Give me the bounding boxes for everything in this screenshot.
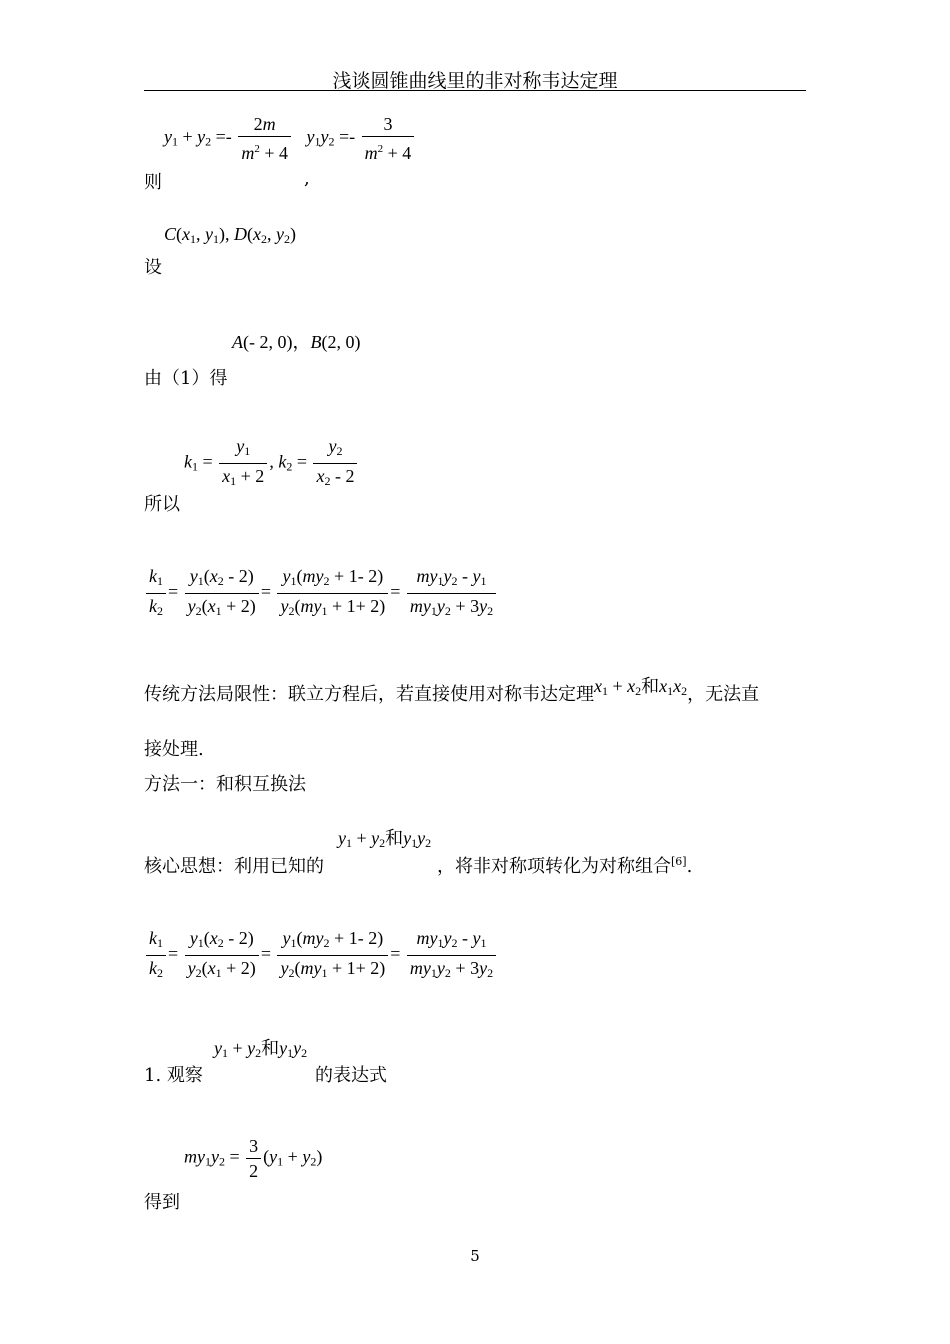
text-comma: , <box>304 168 310 189</box>
heading-method-1: 方法一：和积互换法 <box>144 774 306 795</box>
core-idea-rest: ，将非对称项转化为对称组合 <box>437 856 671 877</box>
formula-result: $my_1y_2$ = $\frac{3}{2}$ $(y_1 + y_2)$ <box>184 1136 323 1181</box>
formula-points-ab: A(- 2, 0)，B(2, 0) <box>232 332 361 352</box>
page-number: 5 <box>470 1247 480 1265</box>
text-observe: 1. 观察 <box>144 1065 203 1086</box>
citation-6: [6] <box>671 855 687 868</box>
text-dedao: 得到 <box>144 1192 180 1213</box>
limitation-text-b: ，无法直 <box>687 684 760 705</box>
formula-ratio-2: $\frac{k_1}{k_2}$ = $\frac{y_1(x_2 - 2)}{y_2(x_1 + 2)}$ = $\frac{y_1(my_2 + 1- 2)}{y_2(my_1 + 1+ 2)}$ = $\frac{my_1y_2 - y_1}{my_1y_2 + 3y_2}$ <box>144 926 498 985</box>
text-core-idea-b <box>437 852 692 878</box>
paragraph-limitation <box>144 676 760 707</box>
and-char-1: 和 <box>641 676 660 696</box>
and-char-2: 和 <box>385 828 404 848</box>
page-header: 浅谈圆锥曲线里的非对称韦达定理 <box>332 70 618 92</box>
formula-symmetric-vieta: $x_1 + x_2$和$x_1x_2$ <box>594 676 688 698</box>
text-you-1: 由（1）得 <box>144 368 228 389</box>
formula-points-cd: $C(x_1$, $y_1$), $D(x_2$, $y_2$) <box>164 224 297 246</box>
text-she: 设 <box>144 257 162 278</box>
limitation-text-a: 传统方法局限性：联立方程后，若直接使用对称韦达定理 <box>144 684 594 705</box>
text-core-idea-a: 核心思想：利用已知的 <box>144 856 324 877</box>
formula-slopes: $k_1$ = $\frac{y_1}{x_1 + 2}$ , $k_2$ = $\frac{y_2}{x_2 - 2}$ <box>184 434 359 493</box>
and-char-3: 和 <box>261 1038 280 1058</box>
text-ze: 则 <box>144 172 162 193</box>
formula-ratio-1: $\frac{k_1}{k_2}$ = $\frac{y_1(x_2 - 2)}{y_2(x_1 + 2)}$ = $\frac{y_1(my_2 + 1- 2)}{y_2(my_1 + 1+ 2)}$ = $\frac{my_1y_2 - y_1}{my_1y_2 + 3y_2}$ <box>144 564 498 623</box>
formula-vieta: $y_1 + y_2$ =- $\frac{2m}{m^2 + 4}$ $y_1y_2$ =- $\frac{3}{m^2 + 4}$ <box>164 112 416 165</box>
text-expression: 的表达式 <box>315 1065 387 1086</box>
text-suoyi: 所以 <box>144 494 180 515</box>
text-direct-process: 接处理. <box>144 739 204 760</box>
period: . <box>686 856 693 877</box>
cn-comma: ， <box>292 332 311 352</box>
formula-known-sums: $y_1 + y_2$和$y_1y_2$ <box>338 828 432 850</box>
header-rule <box>144 90 806 91</box>
formula-observe: $y_1 + y_2$和$y_1y_2$ <box>214 1038 308 1060</box>
